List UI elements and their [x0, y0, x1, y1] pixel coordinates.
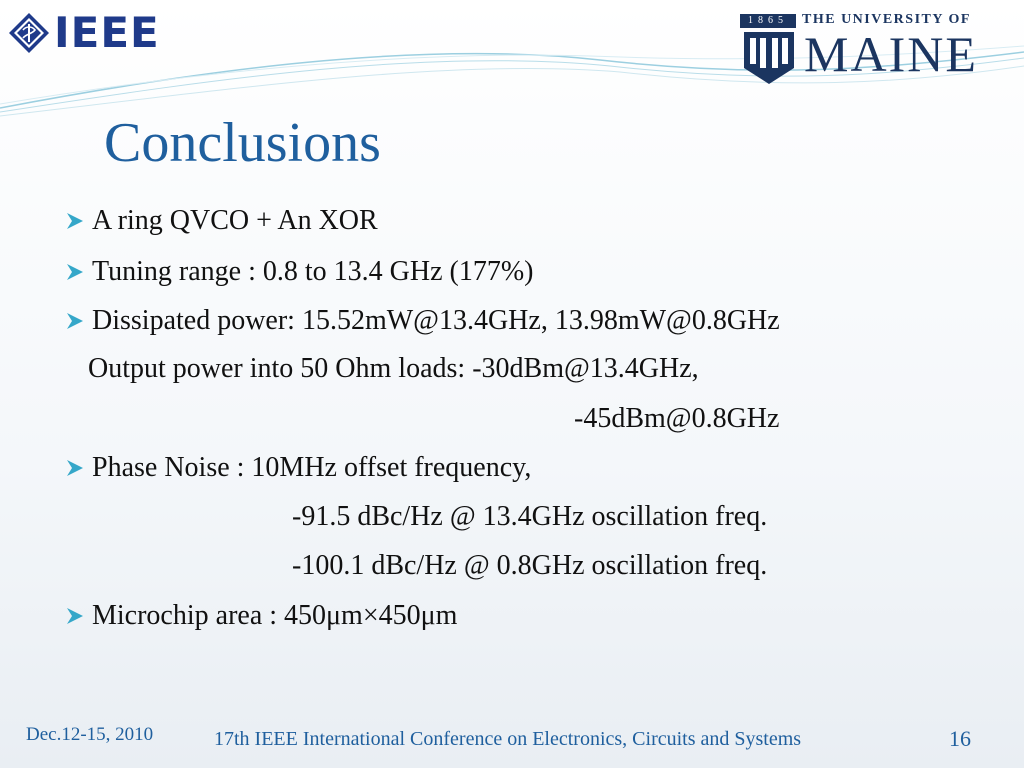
maine-wordmark: MAINE	[804, 26, 978, 82]
bullet-continuation-text: -45dBm@0.8GHz	[574, 403, 780, 434]
page-number: 16	[949, 726, 971, 751]
university-of-maine-logo	[740, 14, 995, 88]
arrow-bullet-icon	[64, 261, 86, 283]
bullet-text: Dissipated power: 15.52mW@13.4GHz, 13.98mW@0.8GHz	[92, 305, 780, 336]
ieee-wordmark: IEEE	[54, 8, 160, 57]
arrow-bullet-icon	[64, 210, 86, 232]
bullet-continuation-text: Output power into 50 Ohm loads: -30dBm@13.4GHz,	[88, 353, 699, 384]
ieee-diamond-icon	[8, 12, 50, 54]
maine-university-label: THE UNIVERSITY OF	[802, 12, 971, 27]
bullet-text: Tuning range : 0.8 to 13.4 GHz (177%)	[92, 256, 534, 287]
arrow-bullet-icon	[64, 605, 86, 627]
arrow-bullet-icon	[64, 457, 86, 479]
bullet-text: A ring QVCO + An XOR	[92, 205, 378, 236]
maine-shield-icon	[742, 30, 796, 86]
footer-conference: 17th IEEE International Conference on Electronics, Circuits and Systems	[214, 728, 802, 750]
bullet-text: Microchip area : 450μm×450μm	[92, 600, 458, 631]
arrow-bullet-icon	[64, 310, 86, 332]
footer-date: Dec.12-15, 2010	[26, 724, 154, 745]
bullet-text: Phase Noise : 10MHz offset frequency,	[92, 452, 532, 483]
ieee-logo	[6, 8, 166, 60]
maine-year-badge: 1865	[740, 14, 796, 28]
bullet-continuation-text: -100.1 dBc/Hz @ 0.8GHz oscillation freq.	[292, 550, 768, 581]
slide-title: Conclusions	[104, 112, 381, 174]
bullet-continuation-text: -91.5 dBc/Hz @ 13.4GHz oscillation freq.	[292, 501, 768, 532]
